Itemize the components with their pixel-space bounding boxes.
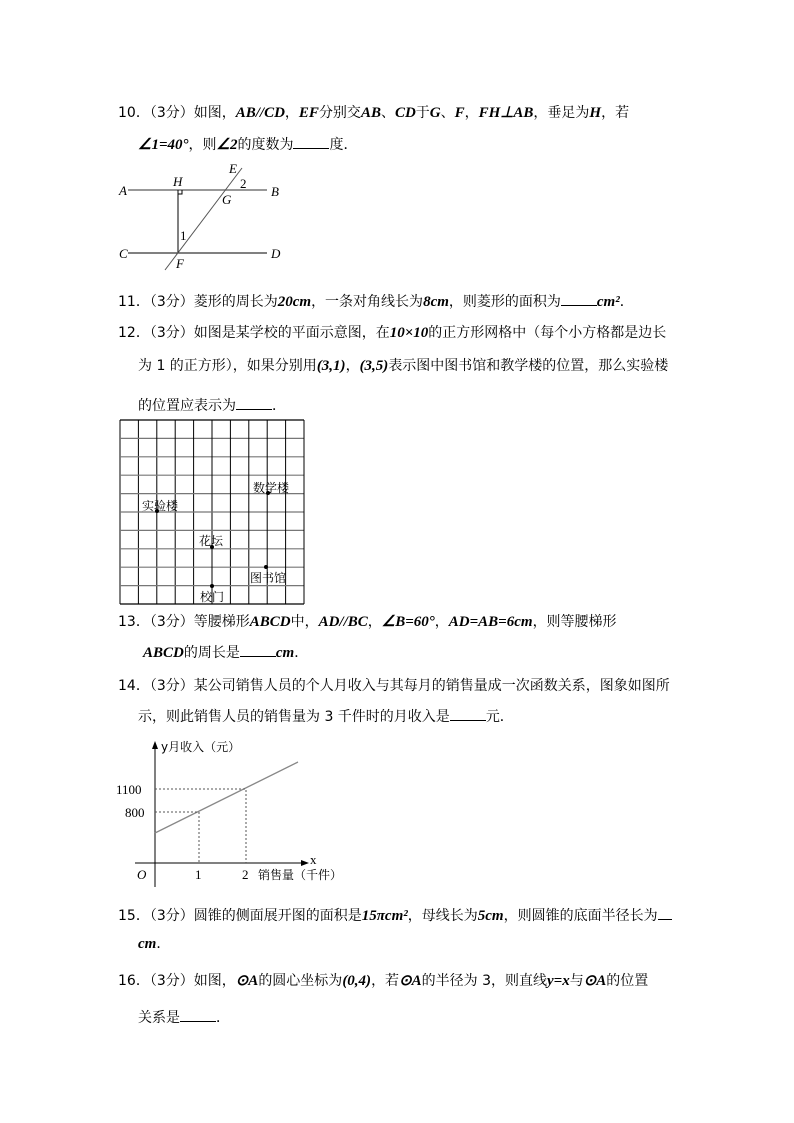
- text: 的周长是: [183, 645, 240, 661]
- x-axis-label: 销售量（千件）: [258, 868, 343, 882]
- math: FH⊥AB: [478, 105, 534, 121]
- text: 的半径为 3，则直线: [421, 973, 547, 989]
- math: AD//BC: [318, 614, 368, 630]
- figure-parallel-lines: [118, 161, 281, 271]
- angle-1-label: 1: [180, 228, 187, 243]
- math: ⊙A: [583, 973, 607, 989]
- label-library: 图书馆: [250, 571, 287, 585]
- text: ，一条对角线长为: [311, 294, 424, 310]
- figure-income-chart: [116, 739, 342, 887]
- question-16-line-1: [118, 971, 648, 991]
- text: ，: [284, 105, 299, 121]
- text: 关系是: [138, 1010, 180, 1026]
- question-12-line-3: [138, 395, 286, 416]
- math: 20cm: [277, 294, 312, 310]
- math: ⊙A: [235, 973, 259, 989]
- text: 11．（3分）菱形的周长为: [118, 294, 278, 310]
- text: 表示图中图书馆和教学楼的位置，那么实验楼: [388, 358, 669, 374]
- label-f: F: [176, 256, 184, 271]
- text: 、: [440, 105, 455, 121]
- text: 的圆心坐标为: [258, 973, 343, 989]
- math: cm: [138, 936, 157, 952]
- text: 的度数为: [237, 137, 294, 153]
- text: 的位置: [606, 973, 649, 989]
- text: 示，则此销售人员的销售量为 3 千件时的月收入是: [138, 709, 450, 725]
- label-d: D: [271, 246, 281, 261]
- text: ．: [216, 1010, 230, 1026]
- text: ，: [464, 105, 479, 121]
- question-14-line-2: [138, 706, 514, 727]
- text: ，: [434, 614, 449, 630]
- math: AB//CD: [235, 105, 285, 121]
- answer-blank: [561, 291, 597, 306]
- q10-number: 10．（3分）如图，: [118, 105, 236, 121]
- math: 8cm: [423, 294, 449, 310]
- text: 中，: [290, 614, 319, 630]
- text: 元．: [485, 709, 514, 725]
- text: 16．（3分）如图，: [118, 973, 236, 989]
- math: F: [454, 105, 465, 121]
- text: 与: [569, 973, 584, 989]
- math: y=x: [547, 973, 570, 989]
- text: 的正方形网格中（每个小方格都是边长: [428, 325, 667, 341]
- text: 分别交: [318, 105, 361, 121]
- text: 于: [415, 105, 430, 121]
- question-15-line-1: [118, 905, 672, 926]
- y-tick-800: 800: [125, 805, 145, 820]
- x-axis-arrow: [301, 860, 309, 866]
- question-13-line-2: [143, 642, 308, 663]
- x-tick-2: 2: [242, 867, 249, 882]
- label-b: B: [271, 184, 279, 199]
- text: ．: [272, 398, 286, 414]
- text: 、: [380, 105, 395, 121]
- text: ，: [367, 614, 382, 630]
- math: ABCD: [249, 614, 291, 630]
- math: H: [589, 105, 602, 121]
- question-11: [118, 291, 634, 312]
- y-axis-label: y月收入（元）: [161, 740, 241, 754]
- angle-2-label: 2: [240, 176, 247, 191]
- math: cm²: [596, 294, 620, 310]
- math: CD: [394, 105, 416, 121]
- question-15-line-2: [138, 934, 170, 954]
- text: 14．（3分）某公司销售人员的个人月收入与其每月的销售量成一次函数关系，图象如图所: [118, 678, 670, 694]
- text: 的位置应表示为: [138, 398, 236, 414]
- math: ABCD: [143, 645, 184, 661]
- text: ．: [294, 645, 309, 661]
- text: ，则: [188, 137, 217, 153]
- x-tick-1: 1: [195, 867, 202, 882]
- label-garden: 花坛: [199, 534, 224, 548]
- math: AB: [360, 105, 381, 121]
- text: ，若: [601, 105, 630, 121]
- label-a: A: [119, 183, 127, 198]
- math: 15πcm²: [361, 908, 408, 924]
- text: 13．（3分）等腰梯形: [118, 614, 250, 630]
- math: ∠B=60°: [381, 614, 435, 630]
- question-14-line-1: [118, 676, 670, 696]
- label-e: E: [229, 161, 237, 176]
- math: AD=AB=6cm: [448, 614, 533, 630]
- math: EF: [298, 105, 319, 121]
- answer-blank: [180, 1007, 216, 1022]
- math: (3,1): [316, 358, 346, 374]
- text: ，则菱形的面积为: [448, 294, 561, 310]
- y-tick-1100: 1100: [116, 782, 142, 797]
- math: cm: [275, 645, 295, 661]
- label-school-gate: 校门: [200, 590, 225, 604]
- point-gate: [210, 584, 214, 588]
- text: ．: [619, 294, 634, 310]
- math: (0,4): [342, 973, 372, 989]
- answer-blank: [236, 395, 272, 410]
- origin-label: O: [137, 867, 147, 882]
- answer-blank: [658, 905, 672, 920]
- label-c: C: [119, 246, 128, 261]
- question-12-line-1: [118, 323, 666, 343]
- question-16-line-2: [138, 1007, 230, 1028]
- text: 度．: [329, 137, 358, 153]
- question-13-line-1: [118, 612, 617, 632]
- point-library: [264, 565, 268, 569]
- text: ，则等腰梯形: [532, 614, 617, 630]
- math: ⊙A: [399, 973, 422, 989]
- y-axis-arrow: [152, 741, 158, 749]
- x-axis-name: x: [310, 852, 317, 867]
- text: ，垂足为: [533, 105, 590, 121]
- label-lab-building: 实验楼: [142, 499, 179, 513]
- label-g: G: [222, 192, 232, 207]
- text: 12．（3分）如图是某学校的平面示意图，在: [118, 325, 390, 341]
- text: ．: [156, 936, 171, 952]
- income-line: [155, 762, 298, 833]
- text: ，若: [371, 973, 400, 989]
- guide-800: [155, 812, 199, 863]
- math: 5cm: [477, 908, 504, 924]
- math: ∠1=40°: [138, 137, 189, 153]
- text: 15．（3分）圆锥的侧面展开图的面积是: [118, 908, 362, 924]
- text: 为 1 的正方形），如果分别用: [138, 358, 317, 374]
- label-math-building: 数学楼: [253, 481, 290, 495]
- math: (3,5): [359, 358, 389, 374]
- answer-blank: [450, 706, 486, 721]
- answer-blank: [240, 642, 276, 657]
- math: ∠2: [216, 137, 238, 153]
- text: ，则圆锥的底面半径长为: [503, 908, 658, 924]
- text: ，母线长为: [407, 908, 478, 924]
- question-12-line-2: [138, 356, 668, 376]
- text: ，: [345, 358, 360, 374]
- label-h: H: [173, 174, 183, 189]
- math: G: [429, 105, 441, 121]
- math: 10×10: [389, 325, 429, 341]
